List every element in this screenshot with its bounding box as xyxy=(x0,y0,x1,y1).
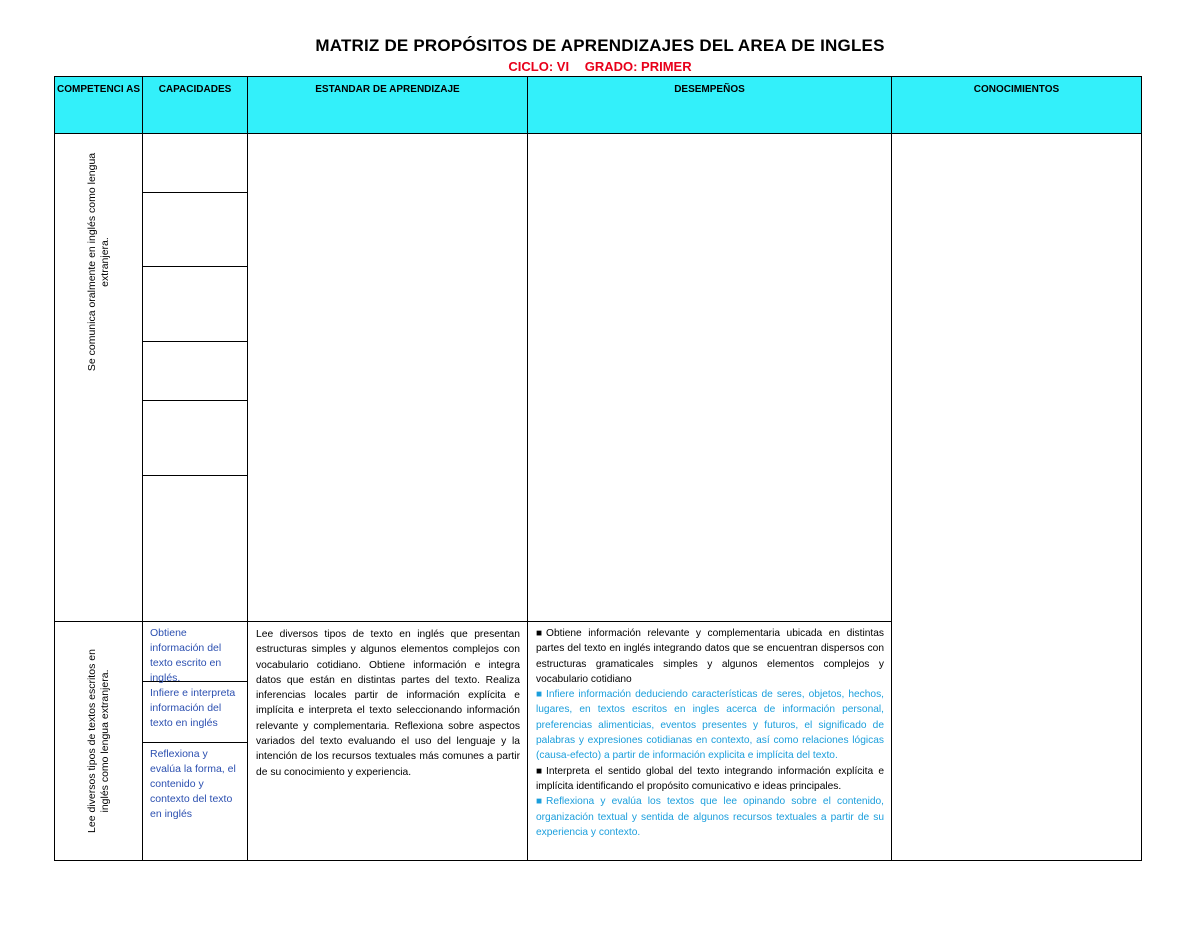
desempeno-text: Interpreta el sentido global del texto integrando información explícita e implícita identificando el propósito comunicativo e ideas principales. xyxy=(536,765,884,792)
header-row xyxy=(55,77,1142,134)
desempenos-list xyxy=(528,622,891,842)
grado-label: GRADO: PRIMER xyxy=(584,59,692,74)
desempenos-cell xyxy=(528,134,892,622)
conocimientos-cell xyxy=(892,134,1142,861)
competencia-cell xyxy=(55,622,143,861)
capacidad-obtiene: Obtiene información del texto escrito en inglés. xyxy=(143,622,247,682)
desempeno-item xyxy=(536,764,884,795)
page-subtitle xyxy=(0,59,1200,74)
capacidad-empty-slot xyxy=(143,267,247,342)
capacidad-empty-slot xyxy=(143,193,247,267)
desempeno-item xyxy=(536,687,884,763)
book-bullet-icon: ■ xyxy=(536,689,543,701)
table-row xyxy=(55,134,1142,622)
header-desempenos: DESEMPEÑOS xyxy=(528,77,892,134)
capacidades-cell xyxy=(143,622,248,861)
competencia-oral-text: Se comunica oralmente en inglés como lengua extranjera. xyxy=(85,152,111,372)
estandar-cell xyxy=(248,134,528,622)
desempeno-text: Reflexiona y evalúa los textos que lee opinando sobre el contenido, organización textual y sentida de algunos recursos textuales a partir de su experiencia y contexto. xyxy=(536,796,884,838)
header-capacidades: CAPACIDADES xyxy=(143,77,248,134)
header-conocimientos: CONOCIMIENTOS xyxy=(892,77,1142,134)
ciclo-label: CICLO: VI xyxy=(508,59,570,74)
capacidad-empty-slot xyxy=(143,342,247,401)
estandar-text: Lee diversos tipos de texto en inglés que presentan estructuras simples y algunos elementos complejos con vocabulario cotidiano. Obtiene información e integra datos que están en distintas partes del texto. Realiza inferencias locales partir de información explícita e implícita e interpreta el texto seleccionando información relevante y complementaria. Reflexiona sobre aspectos variados del texto evaluando el uso del lenguaje y la intención de los recursos textuales más comunes a partir de su conocimiento y experiencia. xyxy=(256,629,520,778)
capacidad-empty-slot xyxy=(143,401,247,476)
book-bullet-icon: ■ xyxy=(536,796,543,808)
estandar-cell xyxy=(248,622,528,861)
capacidades-cell xyxy=(143,134,248,622)
header-competencias: COMPETENCI AS xyxy=(55,77,143,134)
desempeno-item xyxy=(536,626,884,687)
learning-matrix-table xyxy=(54,76,1142,861)
book-bullet-icon: ■ xyxy=(536,765,543,777)
desempeno-text: Infiere información deduciendo características de seres, objetos, hechos, lugares, en textos escritos en ingles acerca de información personal, preferencias alimenticias, eventos presentes y futuros, el significado de palabras y expresiones cotidianas en contexto, así como relaciones lógicas (causa-efecto) a partir de información explicita e implícita del texto. xyxy=(536,689,884,762)
competencia-lee-text: Lee diversos tipos de textos escritos en inglés como lengua extranjera. xyxy=(85,649,111,833)
page-title: MATRIZ DE PROPÓSITOS DE APRENDIZAJES DEL AREA DE INGLES xyxy=(315,36,885,55)
header-estandar: ESTANDAR DE APRENDIZAJE xyxy=(248,77,528,134)
capacidad-empty-slot xyxy=(143,476,247,621)
desempeno-text: Obtiene información relevante y complementaria ubicada en distintas partes del texto en inglés integrando datos que se encuentran dispersos con estructuras gramaticales simples y algunos elementos complejos y vocabulario cotidiano xyxy=(536,628,884,685)
capacidad-empty-slot xyxy=(143,134,247,193)
book-bullet-icon: ■ xyxy=(536,628,543,639)
capacidad-infiere: Infiere e interpreta información del texto en inglés xyxy=(143,682,247,743)
capacidad-reflexiona: Reflexiona y evalúa la forma, el contenido y contexto del texto en inglés xyxy=(150,748,236,820)
desempeno-item xyxy=(536,794,884,840)
desempenos-cell xyxy=(528,622,892,861)
competencia-cell xyxy=(55,134,143,622)
